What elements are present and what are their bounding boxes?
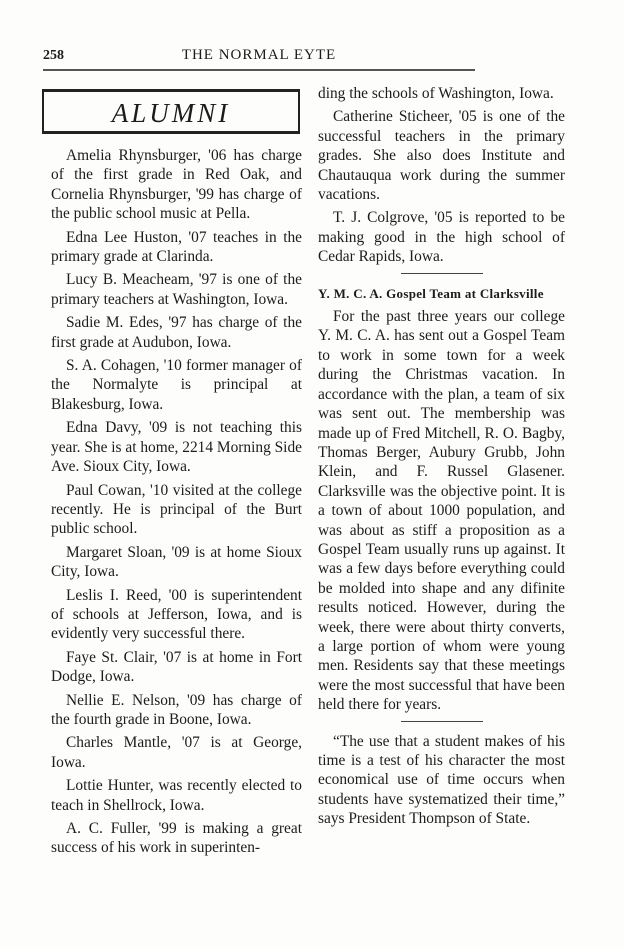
right-column	[318, 84, 565, 833]
article-heading: Y. M. C. A. Gospel Team at Clarksville	[318, 285, 544, 301]
alumni-note: T. J. Colgrove, '05 is reported to be making good in the high school of Cedar Rapids, Iowa.	[318, 209, 565, 266]
alumni-note: Sadie M. Edes, '97 has charge of the first grade at Audubon, Iowa.	[51, 314, 302, 351]
alumni-note: Lucy B. Meacheam, '97 is one of the primary teachers at Washington, Iowa.	[51, 271, 302, 308]
continued-text: ding the schools of Washington, Iowa.	[318, 85, 554, 102]
section-title-box	[42, 89, 300, 134]
alumni-note: Catherine Sticheer, '05 is one of the successful teachers in the primary grades. She also does Institute and Chautauqua work during the summer vacations.	[318, 108, 565, 204]
quote-paragraph: “The use that a student makes of his time is a test of his character the most economical use of time occurs when students have systematized their time,” says President Thompson of State.	[318, 732, 565, 828]
section-title: ALUMNI	[111, 98, 231, 128]
alumni-note: Edna Lee Huston, '07 teaches in the primary grade at Clarinda.	[51, 228, 302, 266]
section-divider	[401, 273, 483, 274]
alumni-note: Lottie Hunter, was recently elected to teach in Shellrock, Iowa.	[51, 777, 302, 814]
running-title: THE NORMAL EYTE	[181, 47, 337, 63]
alumni-note: Charles Mantle, '07 is at George, Iowa.	[51, 734, 302, 771]
alumni-note: Margaret Sloan, '09 is at home Sioux City, Iowa.	[51, 543, 302, 581]
alumni-note: Paul Cowan, '10 visited at the college recently. He is principal of the Burt public school.	[51, 481, 302, 538]
alumni-note: Amelia Rhynsburger, '06 has charge of the first grade in Red Oak, and Cornelia Rhynsburger, '99 has charge of the public school music at Pella.	[51, 147, 302, 223]
alumni-note: Leslis I. Reed, '00 is superintendent of schools at Jefferson, Iowa, and is evidently very successful there.	[51, 586, 302, 643]
left-column	[51, 146, 302, 862]
header-rule	[43, 69, 475, 71]
article-body: For the past three years our college Y. M. C. A. has sent out a Gospel Team to work in some town for a week during the Christmas vacation. In accordance with the plan, a team of six was sent out. The membership was made up of Fred Mitchell, R. O. Bagby, Thomas Berger, Aubury Grubb, John Klein, and F. Russel Glasener. Clarksville was the objective point. It is a town of about 1000 population, and was about as stiff a proposition as a Gospel Team usually runs up against. It was a few days before everything could be molded into shape and any difinite results noticed. However, during the week, there were about thirty converts, a large portion of whom were young men. Residents say that these meetings were the most successful that have been held there for years.	[318, 308, 565, 714]
section-divider	[401, 721, 483, 722]
page-header	[43, 45, 475, 69]
page-number: 258	[43, 48, 64, 63]
alumni-note: S. A. Cohagen, '10 former manager of the Normalyte is principal at Blakesburg, Iowa.	[51, 357, 302, 413]
alumni-note: A. C. Fuller, '99 is making a great success of his work in superinten-	[51, 820, 302, 857]
alumni-note: Nellie E. Nelson, '09 has charge of the fourth grade in Boone, Iowa.	[51, 691, 302, 728]
alumni-note: Edna Davy, '09 is not teaching this year. She is at home, 2214 Morning Side Ave. Sioux City, Iowa.	[51, 419, 302, 476]
alumni-note: Faye St. Clair, '07 is at home in Fort Dodge, Iowa.	[51, 648, 302, 686]
